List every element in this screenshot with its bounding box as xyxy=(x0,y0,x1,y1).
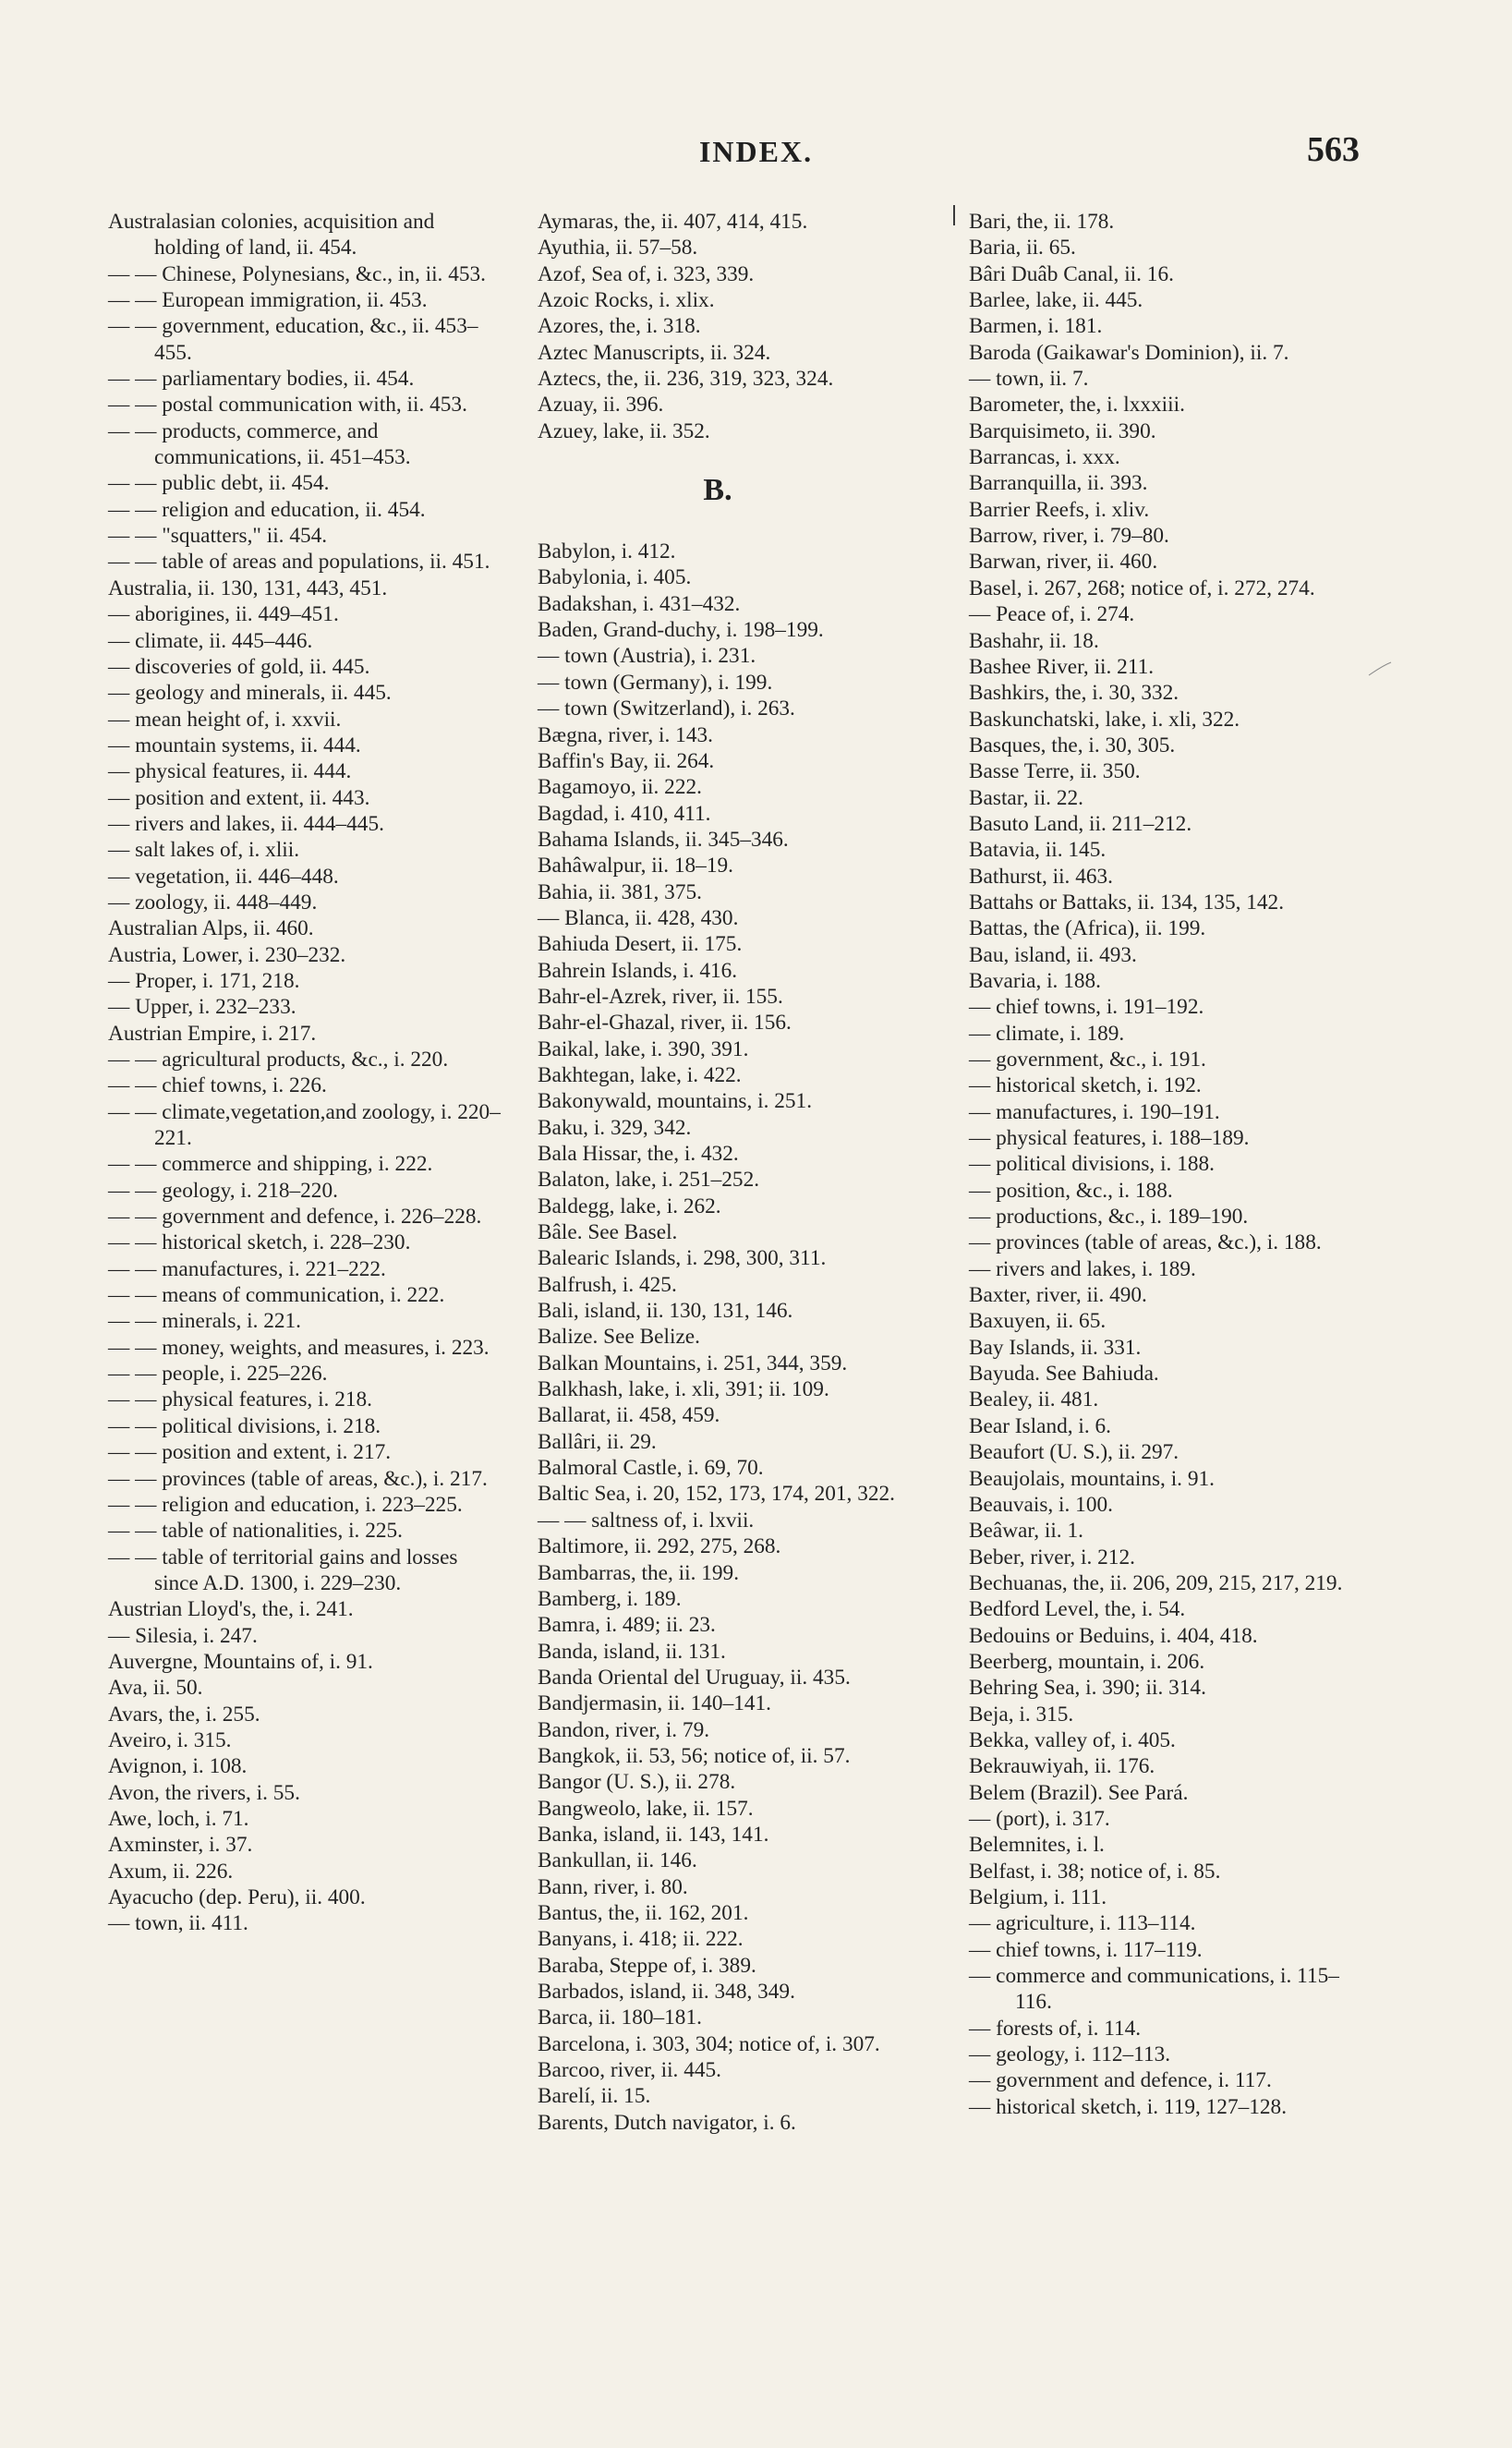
index-entry: — geology, i. 112–113. xyxy=(969,2042,1171,2067)
index-entry: Beber, river, i. 212. xyxy=(969,1545,1135,1569)
index-entry: Banka, island, ii. 143, 141. xyxy=(538,1822,769,1847)
index-entry: Belgium, i. 111. xyxy=(969,1885,1107,1909)
index-entry: Bâle. See Basel. xyxy=(538,1220,678,1245)
index-entry: — — Chinese, Polynesians, &c., in, ii. 453. xyxy=(108,261,486,286)
index-entry: Barlee, lake, ii. 445. xyxy=(969,288,1143,313)
index-entry: Barrier Reefs, i. xliv. xyxy=(969,497,1150,522)
index-entry: Balize. See Belize. xyxy=(538,1325,700,1350)
index-entry: Bagdad, i. 410, 411. xyxy=(538,801,711,826)
index-entry: — climate, i. 189. xyxy=(969,1021,1125,1046)
index-entry: Bavaria, i. 188. xyxy=(969,968,1101,993)
index-entry: Baltic Sea, i. 20, 152, 173, 174, 201, 322. xyxy=(538,1482,895,1507)
index-list-b xyxy=(538,539,935,2136)
index-entry: Austria, Lower, i. 230–232. xyxy=(108,942,346,967)
index-entry: Baffin's Bay, ii. 264. xyxy=(538,748,715,773)
index-entry: Aymaras, the, ii. 407, 414, 415. xyxy=(538,210,808,234)
index-entry: — commerce and communications, i. 115–116. xyxy=(969,1964,1339,2015)
index-entry: — town, ii. 7. xyxy=(969,367,1089,392)
index-entry: Bahrein Islands, i. 416. xyxy=(538,958,738,983)
index-entry: Bau, island, ii. 493. xyxy=(969,942,1137,967)
index-entry: Bangweolo, lake, ii. 157. xyxy=(538,1796,754,1821)
index-entry: Battahs or Battaks, ii. 134, 135, 142. xyxy=(969,890,1285,915)
section-heading-b: B. xyxy=(703,473,732,508)
index-entry: Bedouins or Beduins, i. 404, 418. xyxy=(969,1623,1258,1648)
index-entry: — agriculture, i. 113–114. xyxy=(969,1911,1196,1936)
index-column-3 xyxy=(969,209,1367,2120)
index-entry: Basuto Land, ii. 211–212. xyxy=(969,811,1192,836)
index-entry: Bakhtegan, lake, i. 422. xyxy=(538,1062,742,1087)
index-entry: Behring Sea, i. 390; ii. 314. xyxy=(969,1676,1206,1701)
index-entry: — — physical features, i. 218. xyxy=(108,1388,372,1412)
index-entry: Bashahr, ii. 18. xyxy=(969,628,1099,653)
index-entry: — climate, ii. 445–446. xyxy=(108,628,313,653)
index-entry: — geology and minerals, ii. 445. xyxy=(108,681,392,706)
index-entry: — — money, weights, and measures, i. 223. xyxy=(108,1335,490,1360)
index-entry: — — public debt, ii. 454. xyxy=(108,471,330,496)
index-entry: Barrow, river, i. 79–80. xyxy=(969,524,1169,549)
index-entry: Belfast, i. 38; notice of, i. 85. xyxy=(969,1859,1221,1884)
index-entry: Balkan Mountains, i. 251, 344, 359. xyxy=(538,1351,848,1375)
index-entry: — discoveries of gold, ii. 445. xyxy=(108,654,370,679)
index-entry: Beaujolais, mountains, i. 91. xyxy=(969,1466,1215,1491)
index-entry: Barelí, ii. 15. xyxy=(538,2084,651,2109)
index-entry: Bann, river, i. 80. xyxy=(538,1874,688,1899)
index-entry: Aveiro, i. 315. xyxy=(108,1727,232,1752)
index-entry: Auvergne, Mountains of, i. 91. xyxy=(108,1649,373,1674)
index-entry: Barometer, the, i. lxxxiii. xyxy=(969,393,1185,418)
index-entry: — mountain systems, ii. 444. xyxy=(108,733,361,757)
index-entry: Battas, the (Africa), ii. 199. xyxy=(969,916,1206,941)
index-entry: Aztec Manuscripts, ii. 324. xyxy=(538,340,771,365)
index-entry: Bandjermasin, ii. 140–141. xyxy=(538,1691,772,1716)
index-entry: Ava, ii. 50. xyxy=(108,1676,203,1701)
index-entry: — town, ii. 411. xyxy=(108,1911,248,1936)
index-entry: Batavia, ii. 145. xyxy=(969,838,1107,863)
index-list-a-continued xyxy=(538,209,935,444)
index-entry: — — religion and education, ii. 454. xyxy=(108,497,426,522)
index-entry: Baskunchatski, lake, i. xli, 322. xyxy=(969,707,1240,732)
index-entry: — — postal communication with, ii. 453. xyxy=(108,393,467,418)
index-entry: — — parliamentary bodies, ii. 454. xyxy=(108,367,415,392)
page-number: 563 xyxy=(1307,130,1360,169)
index-entry: — manufactures, i. 190–191. xyxy=(969,1099,1220,1124)
index-entry: — — position and extent, i. 217. xyxy=(108,1440,392,1465)
index-entry: Belemnites, i. l. xyxy=(969,1833,1105,1858)
index-entry: Banda, island, ii. 131. xyxy=(538,1639,726,1664)
index-entry: — — government, education, &c., ii. 453–455. xyxy=(108,314,478,365)
index-entry: Balaton, lake, i. 251–252. xyxy=(538,1168,760,1193)
index-entry: Awe, loch, i. 71. xyxy=(108,1806,249,1831)
index-entry: Australian Alps, ii. 460. xyxy=(108,916,314,941)
index-entry: — — table of nationalities, i. 225. xyxy=(108,1519,403,1544)
index-entry: — town (Switzerland), i. 263. xyxy=(538,697,795,721)
index-entry: Bayuda. See Bahiuda. xyxy=(969,1362,1159,1387)
index-entry: — — historical sketch, i. 228–230. xyxy=(108,1230,411,1255)
index-entry: Barents, Dutch navigator, i. 6. xyxy=(538,2110,796,2135)
index-entry: Balearic Islands, i. 298, 300, 311. xyxy=(538,1246,827,1271)
index-entry: Basques, the, i. 30, 305. xyxy=(969,733,1176,757)
index-entry: Bambarras, the, ii. 199. xyxy=(538,1560,740,1585)
index-entry: Bekka, valley of, i. 405. xyxy=(969,1727,1176,1752)
index-entry: Bahiuda Desert, ii. 175. xyxy=(538,932,743,957)
index-entry: Ballarat, ii. 458, 459. xyxy=(538,1403,720,1428)
index-entry: — town (Austria), i. 231. xyxy=(538,644,756,669)
index-entry: Avignon, i. 108. xyxy=(108,1754,248,1779)
index-entry: — salt lakes of, i. xlii. xyxy=(108,838,300,863)
index-entry: — aborigines, ii. 449–451. xyxy=(108,602,339,627)
index-entry: Barrancas, i. xxx. xyxy=(969,445,1120,470)
index-entry: Barcoo, river, ii. 445. xyxy=(538,2058,721,2083)
index-entry: Austrian Lloyd's, the, i. 241. xyxy=(108,1597,354,1622)
index-entry: — — commerce and shipping, i. 222. xyxy=(108,1152,433,1177)
index-entry: — vegetation, ii. 446–448. xyxy=(108,864,339,889)
index-entry: Bealey, ii. 481. xyxy=(969,1388,1099,1412)
index-entry: Barwan, river, ii. 460. xyxy=(969,550,1158,575)
index-entry: — chief towns, i. 191–192. xyxy=(969,995,1204,1020)
index-entry: — — products, commerce, and communications, ii. 451–453. xyxy=(108,418,411,470)
index-entry: — historical sketch, i. 119, 127–128. xyxy=(969,2094,1288,2119)
index-entry: Bala Hissar, the, i. 432. xyxy=(538,1142,739,1166)
index-entry: — position, &c., i. 188. xyxy=(969,1178,1173,1203)
index-entry: Avars, the, i. 255. xyxy=(108,1702,260,1727)
index-entry: Australia, ii. 130, 131, 443, 451. xyxy=(108,576,388,600)
index-entry: Azuey, lake, ii. 352. xyxy=(538,418,710,443)
index-entry: Bear Island, i. 6. xyxy=(969,1413,1111,1438)
index-entry: Baldegg, lake, i. 262. xyxy=(538,1194,721,1218)
index-entry: — Silesia, i. 247. xyxy=(108,1623,258,1648)
index-entry: — rivers and lakes, ii. 444–445. xyxy=(108,811,384,836)
index-entry: Baxuyen, ii. 65. xyxy=(969,1309,1107,1334)
index-entry: Bamberg, i. 189. xyxy=(538,1586,682,1611)
index-entry: Bashee River, ii. 211. xyxy=(969,654,1155,679)
index-entry: — physical features, i. 188–189. xyxy=(969,1126,1250,1151)
index-entry: Beaufort (U. S.), ii. 297. xyxy=(969,1440,1179,1465)
index-entry: — — "squatters," ii. 454. xyxy=(108,524,328,549)
index-entry: Baku, i. 329, 342. xyxy=(538,1115,692,1140)
index-entry: — — European immigration, ii. 453. xyxy=(108,288,428,313)
index-entry: Azof, Sea of, i. 323, 339. xyxy=(538,261,755,286)
index-entry: Baraba, Steppe of, i. 389. xyxy=(538,1953,756,1978)
index-entry: — — geology, i. 218–220. xyxy=(108,1178,338,1203)
index-entry: — (port), i. 317. xyxy=(969,1806,1110,1831)
index-entry: Bay Islands, ii. 331. xyxy=(969,1335,1142,1360)
index-entry: Bahia, ii. 381, 375. xyxy=(538,879,702,904)
index-entry: Bankullan, ii. 146. xyxy=(538,1848,697,1873)
index-entry: Beja, i. 315. xyxy=(969,1702,1074,1727)
index-entry: Balkhash, lake, i. xli, 391; ii. 109. xyxy=(538,1377,829,1402)
index-entry: — town (Germany), i. 199. xyxy=(538,670,773,695)
index-entry: — — climate,vegetation,and zoology, i. 220–221. xyxy=(108,1099,501,1151)
index-entry: Baria, ii. 65. xyxy=(969,236,1076,261)
index-entry: Beâwar, ii. 1. xyxy=(969,1519,1083,1544)
index-entry: Banyans, i. 418; ii. 222. xyxy=(538,1927,744,1952)
index-entry: — Upper, i. 232–233. xyxy=(108,995,296,1020)
index-entry: Bahama Islands, ii. 345–346. xyxy=(538,827,789,852)
index-entry: Ayacucho (dep. Peru), ii. 400. xyxy=(108,1885,366,1909)
index-entry: Barranquilla, ii. 393. xyxy=(969,471,1148,496)
index-entry: Bandon, river, i. 79. xyxy=(538,1717,710,1742)
index-entry: — chief towns, i. 117–119. xyxy=(969,1937,1203,1962)
index-entry: Barmen, i. 181. xyxy=(969,314,1103,339)
index-entry: Bangor (U. S.), ii. 278. xyxy=(538,1770,736,1795)
index-entry: Ballâri, ii. 29. xyxy=(538,1429,657,1454)
index-entry: Bechuanas, the, ii. 206, 209, 215, 217, 219. xyxy=(969,1570,1343,1595)
index-entry: — — provinces (table of areas, &c.), i. 217. xyxy=(108,1466,488,1491)
index-entry: — rivers and lakes, i. 189. xyxy=(969,1256,1196,1281)
index-entry: — physical features, ii. 444. xyxy=(108,759,352,784)
index-entry: Bamra, i. 489; ii. 23. xyxy=(538,1613,716,1638)
index-entry: — historical sketch, i. 192. xyxy=(969,1073,1202,1098)
column-rule xyxy=(953,205,955,225)
index-entry: — — agricultural products, &c., i. 220. xyxy=(108,1048,449,1072)
index-entry: Bastar, ii. 22. xyxy=(969,785,1083,810)
index-entry: Badakshan, i. 431–432. xyxy=(538,591,741,616)
index-entry: Azoic Rocks, i. xlix. xyxy=(538,288,715,313)
index-entry: — Proper, i. 171, 218. xyxy=(108,968,300,993)
index-entry: Bagamoyo, ii. 222. xyxy=(538,775,702,800)
index-entry: Barcelona, i. 303, 304; notice of, i. 307. xyxy=(538,2031,880,2056)
index-entry: Azuay, ii. 396. xyxy=(538,393,664,418)
index-entry: — — government and defence, i. 226–228. xyxy=(108,1205,482,1230)
index-entry: Bægna, river, i. 143. xyxy=(538,722,713,747)
index-entry: Bahr-el-Ghazal, river, ii. 156. xyxy=(538,1011,792,1036)
index-entry: Bali, island, ii. 130, 131, 146. xyxy=(538,1299,793,1324)
index-entry: Barbados, island, ii. 348, 349. xyxy=(538,1980,795,2004)
index-entry: Balmoral Castle, i. 69, 70. xyxy=(538,1456,764,1481)
index-entry: Baltimore, ii. 292, 275, 268. xyxy=(538,1534,781,1559)
index-entry: Avon, the rivers, i. 55. xyxy=(108,1780,300,1805)
index-entry: Banda Oriental del Uruguay, ii. 435. xyxy=(538,1665,851,1690)
index-entry: Bedford Level, the, i. 54. xyxy=(969,1597,1186,1622)
index-entry: Bashkirs, the, i. 30, 332. xyxy=(969,681,1179,706)
index-entry: Baikal, lake, i. 390, 391. xyxy=(538,1036,749,1061)
index-entry: — — chief towns, i. 226. xyxy=(108,1073,327,1098)
index-entry: — provinces (table of areas, &c.), i. 188. xyxy=(969,1230,1322,1255)
ink-mark xyxy=(1367,660,1393,679)
index-entry: — productions, &c., i. 189–190. xyxy=(969,1205,1249,1230)
index-entry: Bâri Duâb Canal, ii. 16. xyxy=(969,261,1174,286)
index-entry: — — means of communication, i. 222. xyxy=(108,1283,445,1308)
index-entry: — political divisions, i. 188. xyxy=(969,1152,1215,1177)
index-entry: — Peace of, i. 274. xyxy=(969,602,1135,627)
index-entry: Babylon, i. 412. xyxy=(538,539,676,564)
index-entry: — — saltness of, i. lxvii. xyxy=(538,1508,755,1533)
index-entry: Balfrush, i. 425. xyxy=(538,1272,677,1297)
index-entry: Azores, the, i. 318. xyxy=(538,314,701,339)
index-entry: Bahr-el-Azrek, river, ii. 155. xyxy=(538,984,783,1009)
index-entry: Barquisimeto, ii. 390. xyxy=(969,418,1156,443)
index-entry: — mean height of, i. xxvii. xyxy=(108,707,342,732)
index-entry: Bahâwalpur, ii. 18–19. xyxy=(538,854,733,879)
index-entry: — zoology, ii. 448–449. xyxy=(108,890,318,915)
index-entry: — — table of areas and populations, ii. 451. xyxy=(108,550,490,575)
index-entry: — — religion and education, i. 223–225. xyxy=(108,1492,463,1517)
index-entry: Beauvais, i. 100. xyxy=(969,1492,1113,1517)
index-entry: Baxter, river, ii. 490. xyxy=(969,1283,1147,1308)
index-entry: Bari, the, ii. 178. xyxy=(969,210,1115,234)
index-entry: Bathurst, ii. 463. xyxy=(969,864,1113,889)
index-entry: — forests of, i. 114. xyxy=(969,2016,1142,2041)
index-entry: Axminster, i. 37. xyxy=(108,1833,253,1858)
index-entry: — — minerals, i. 221. xyxy=(108,1309,302,1334)
index-entry: — government, &c., i. 191. xyxy=(969,1048,1206,1072)
index-entry: — — people, i. 225–226. xyxy=(108,1362,328,1387)
index-entry: Bantus, the, ii. 162, 201. xyxy=(538,1900,749,1925)
index-entry: — — manufactures, i. 221–222. xyxy=(108,1256,386,1281)
index-entry: Bekrauwiyah, ii. 176. xyxy=(969,1754,1155,1779)
index-entry: — — political divisions, i. 218. xyxy=(108,1413,381,1438)
index-column-1 xyxy=(108,209,505,1937)
index-entry: Babylonia, i. 405. xyxy=(538,565,692,590)
index-entry: Basse Terre, ii. 350. xyxy=(969,759,1141,784)
index-column-2 xyxy=(538,209,935,2136)
index-entry: — — table of territorial gains and losses since A.D. 1300, i. 229–230. xyxy=(108,1545,464,1595)
index-entry: Austrian Empire, i. 217. xyxy=(108,1021,317,1046)
index-entry: Bakonywald, mountains, i. 251. xyxy=(538,1089,813,1114)
index-entry: Baroda (Gaikawar's Dominion), ii. 7. xyxy=(969,340,1289,365)
index-entry: — Blanca, ii. 428, 430. xyxy=(538,905,739,930)
index-entry: Axum, ii. 226. xyxy=(108,1859,234,1884)
index-entry: Basel, i. 267, 268; notice of, i. 272, 274. xyxy=(969,576,1315,600)
index-entry: Beerberg, mountain, i. 206. xyxy=(969,1649,1205,1674)
index-entry: Bangkok, ii. 53, 56; notice of, ii. 57. xyxy=(538,1743,851,1768)
running-head-title: INDEX. xyxy=(698,135,814,168)
index-entry: Belem (Brazil). See Pará. xyxy=(969,1780,1189,1805)
index-entry: Barca, ii. 180–181. xyxy=(538,2006,702,2030)
index-entry: Baden, Grand-duchy, i. 198–199. xyxy=(538,618,824,643)
index-entry: Aztecs, the, ii. 236, 319, 323, 324. xyxy=(538,367,834,392)
index-entry: Australasian colonies, acquisition and holding of land, ii. 454. xyxy=(108,210,441,261)
index-entry: Ayuthia, ii. 57–58. xyxy=(538,236,698,261)
index-entry: — government and defence, i. 117. xyxy=(969,2068,1272,2093)
index-entry: — position and extent, ii. 443. xyxy=(108,785,370,810)
